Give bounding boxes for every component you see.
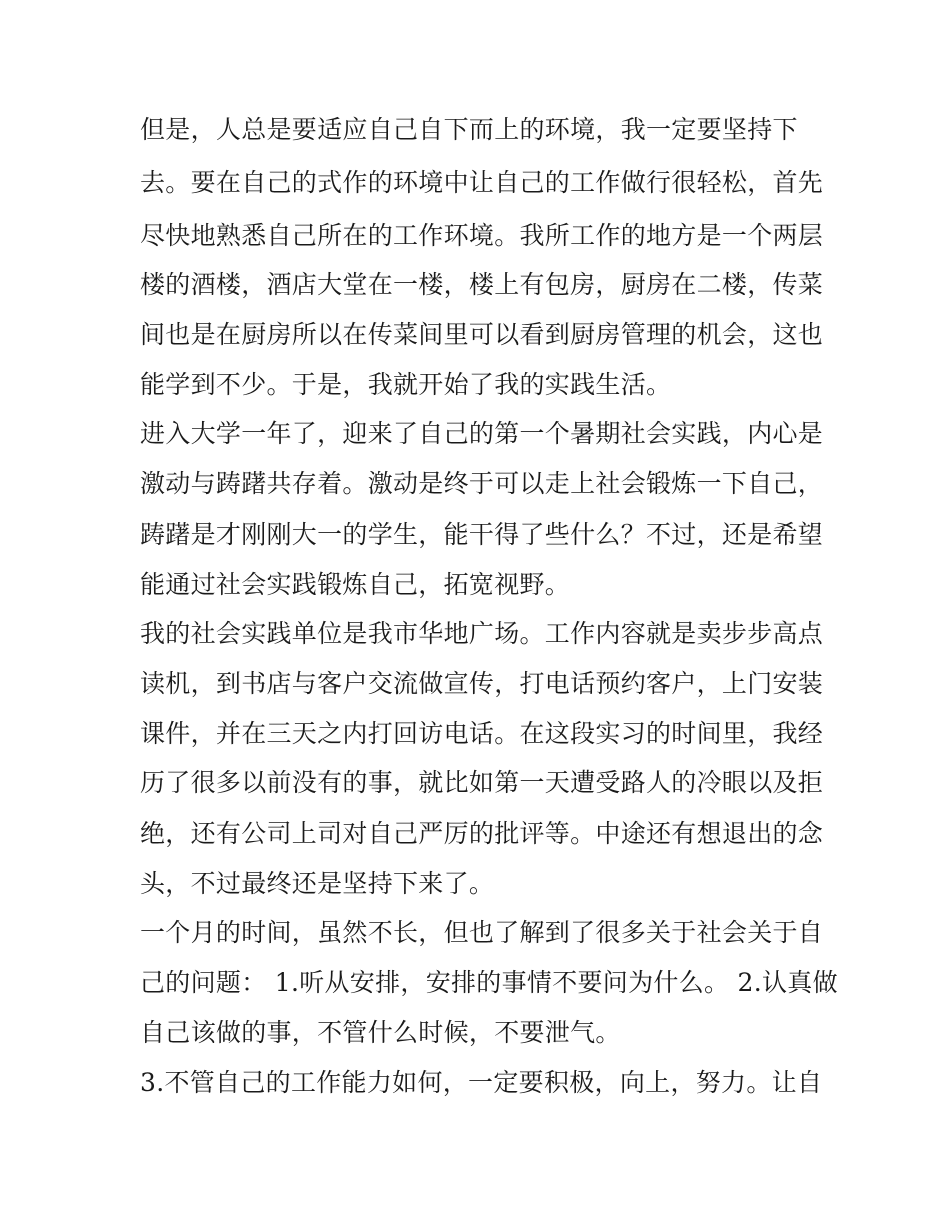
text-line: 一个月的时间，虽然不长，但也了解到了很多关于社会关于自 xyxy=(140,918,824,947)
text-line: 踌躇是才刚刚大一的学生，能干得了些什么？不过，还是希望 xyxy=(140,520,824,549)
text-line: 读机，到书店与客户交流做宣传，打电话预约客户，上门安装 xyxy=(140,669,824,698)
text-line: 绝，还有公司上司对自己严厉的批评等。中途还有想退出的念 xyxy=(140,819,824,848)
text-line: 间也是在厨房所以在传菜间里可以看到厨房管理的机会，这也 xyxy=(140,320,824,349)
text-line: 头，不过最终还是坚持下来了。 xyxy=(140,869,495,898)
text-line: 尽快地熟悉自己所在的工作环境。我所工作的地方是一个两层 xyxy=(140,221,824,250)
text-line: 但是，人总是要适应自己自下而上的环境，我一定要坚持下 xyxy=(140,115,798,144)
text-line: 能学到不少。于是，我就开始了我的实践生活。 xyxy=(140,370,672,399)
text-line: 能通过社会实践锻炼自己，拓宽视野。 xyxy=(140,570,571,599)
text-line: 我的社会实践单位是我市华地广场。工作内容就是卖步步高点 xyxy=(140,619,824,648)
text-line: 3.不管自己的工作能力如何，一定要积极，向上，努力。让自 xyxy=(140,1068,823,1097)
text-line: 自己该做的事，不管什么时候，不要泄气。 xyxy=(140,1018,621,1047)
text-line: 己的问题： 1.听从安排，安排的事情不要问为什么。 2.认真做 xyxy=(140,968,838,997)
text-line: 课件，并在三天之内打回访电话。在这段实习的时间里，我经 xyxy=(140,719,824,748)
text-line: 楼的酒楼，酒店大堂在一楼，楼上有包房，厨房在二楼，传菜 xyxy=(140,270,824,299)
text-line: 去。要在自己的式作的环境中让自己的工作做行很轻松，首先 xyxy=(140,168,824,197)
text-line: 历了很多以前没有的事，就比如第一天遭受路人的冷眼以及拒 xyxy=(140,768,824,797)
text-line: 激动与踌躇共存着。激动是终于可以走上社会锻炼一下自己， xyxy=(140,469,824,498)
text-line: 进入大学一年了，迎来了自己的第一个暑期社会实践，内心是 xyxy=(140,419,824,448)
